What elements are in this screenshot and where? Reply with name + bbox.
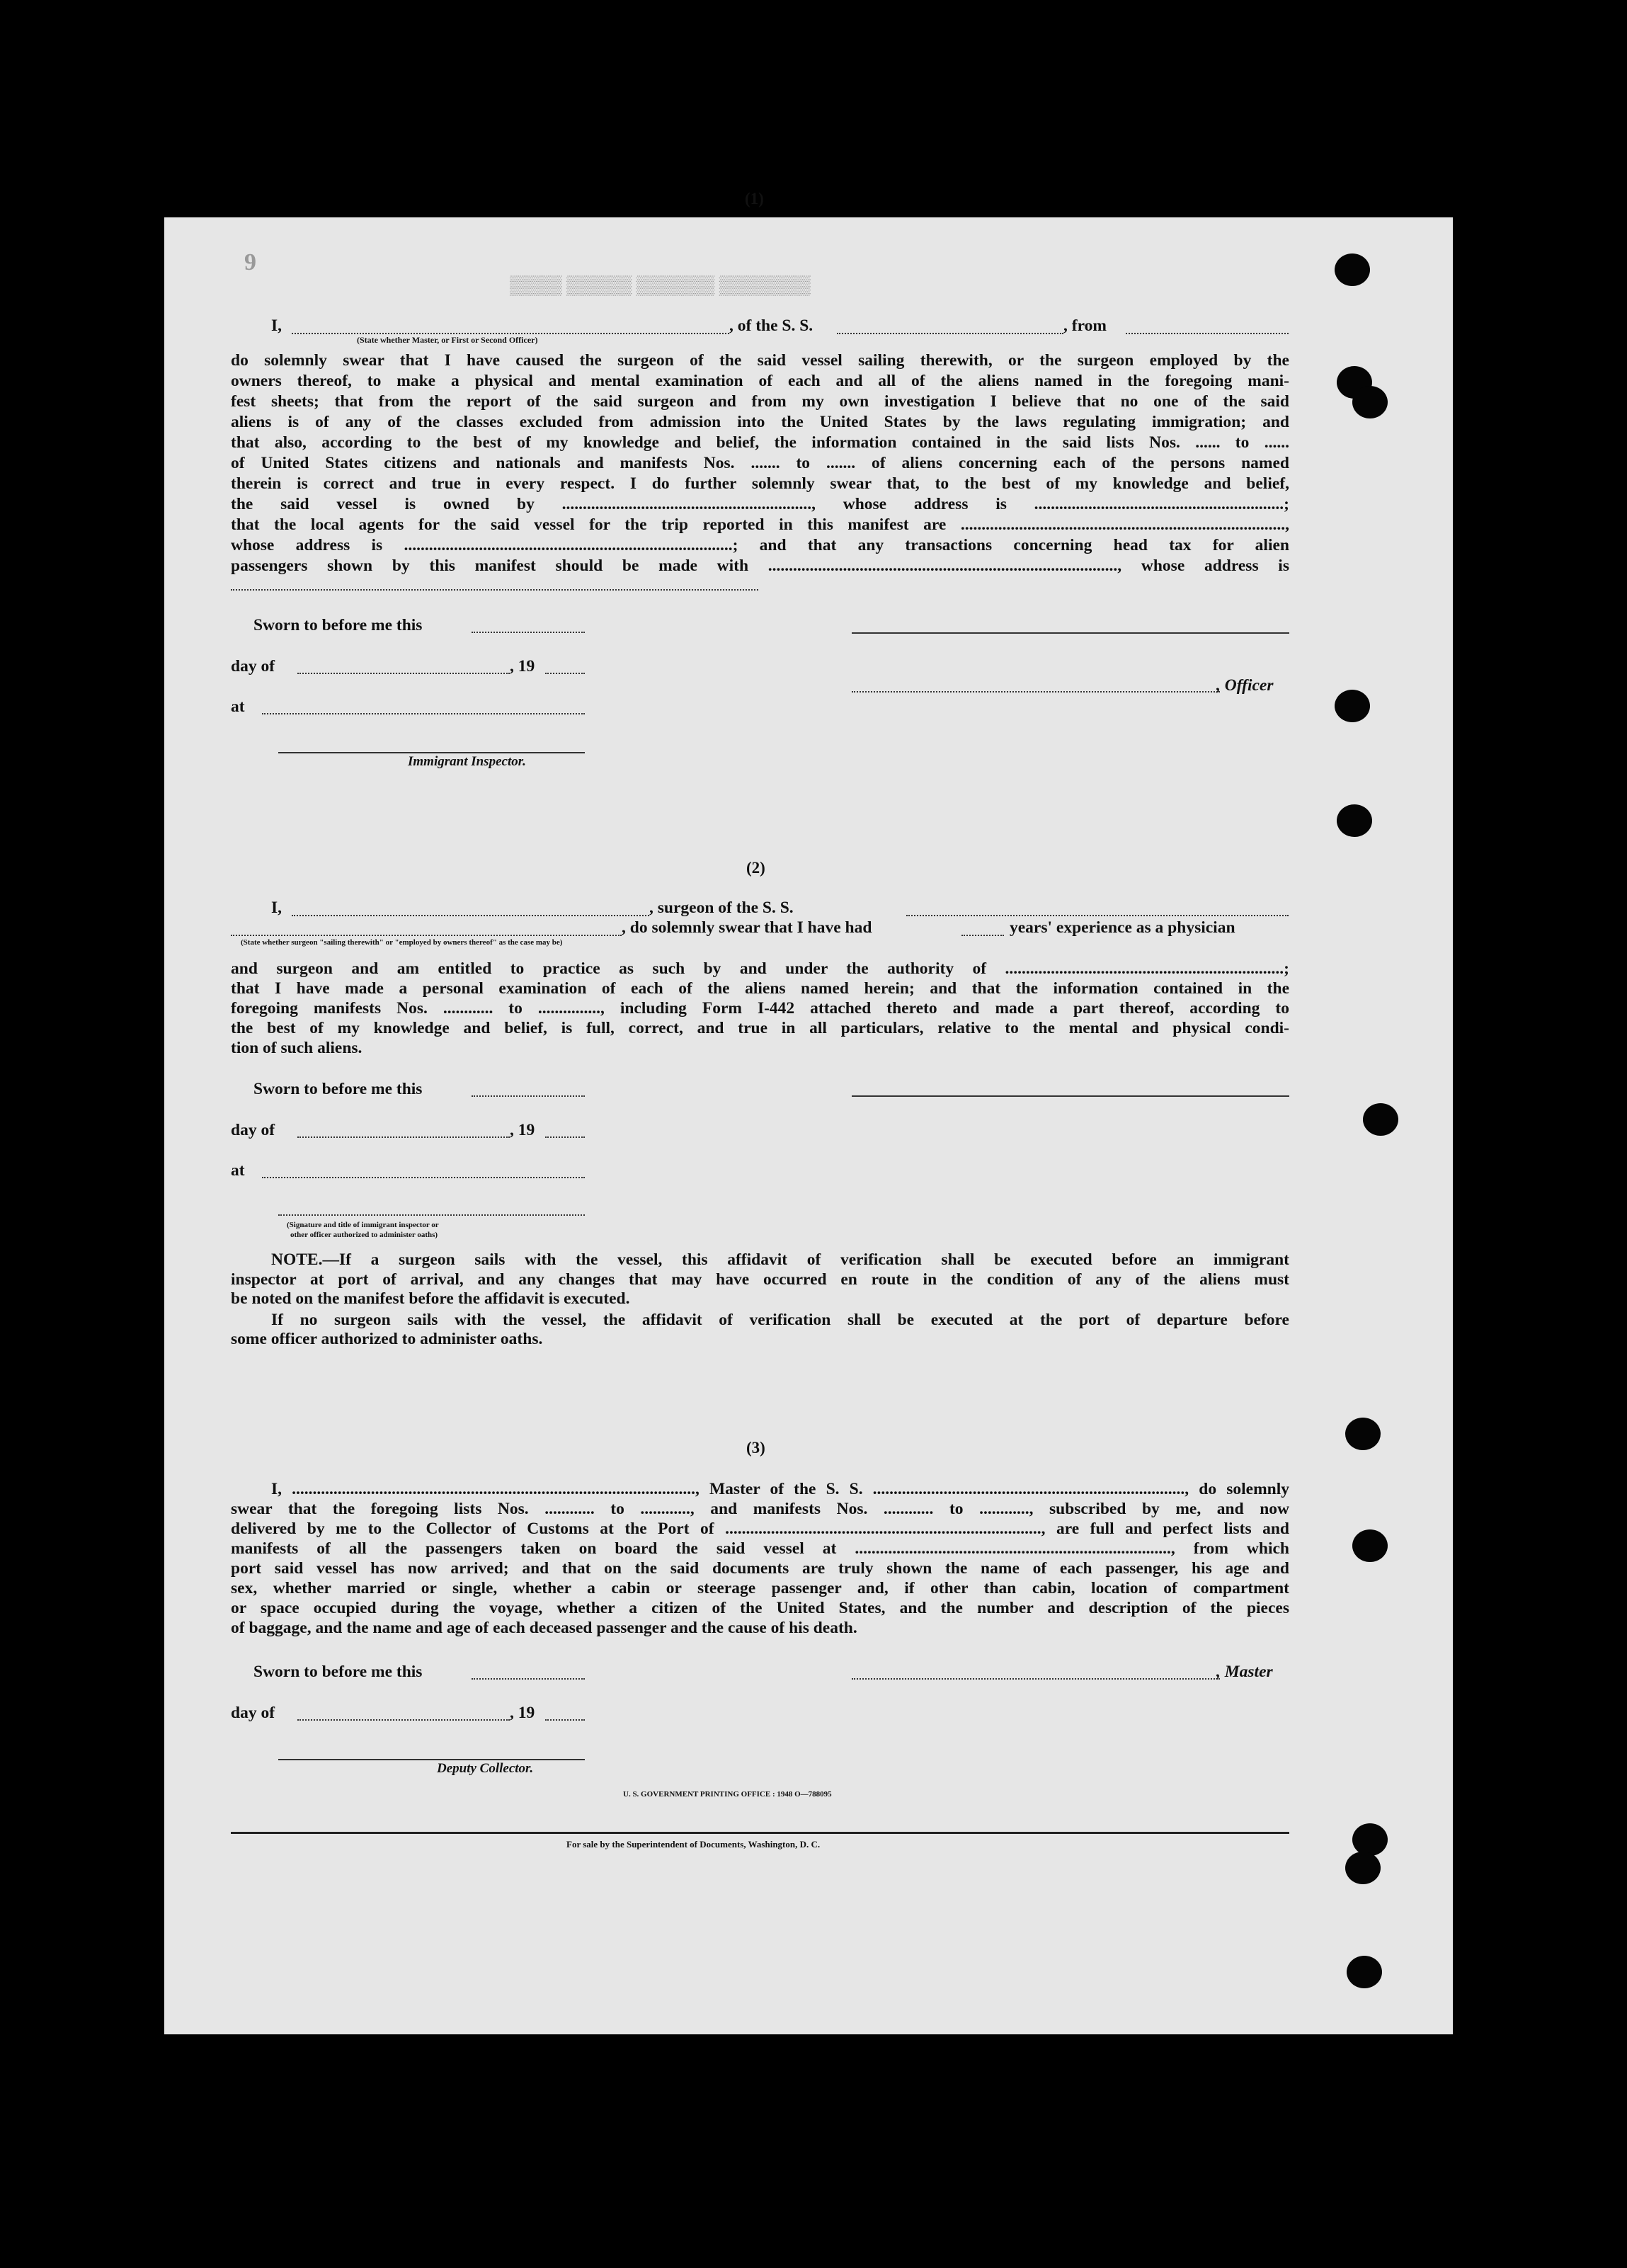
s1-inspector-label: Immigrant Inspector. <box>408 754 526 769</box>
s2-surgeon-signature-line[interactable] <box>852 1095 1289 1097</box>
s2-note-line: If no surgeon sails with the vessel, the affidavit of verification shall be executed at the port of departure before <box>271 1311 1289 1329</box>
sale-notice: For sale by the Superintendent of Documents, Washington, D. C. <box>566 1839 821 1850</box>
punch-hole <box>1352 1823 1388 1856</box>
punch-hole <box>1337 804 1372 837</box>
s2-para-line: that I have made a personal examination of each of the aliens named herein; and that the information contained in the <box>231 979 1289 998</box>
s1-sworn-label: Sworn to before me this <box>253 616 423 634</box>
s1-at-label: at <box>231 697 245 716</box>
s2-surgeon-label: , surgeon of the S. S. <box>649 899 794 917</box>
s2-note-line: inspector at port of arrival, and any changes that may have occurred en route in the condition of any of the aliens must <box>231 1270 1289 1289</box>
s2-note-line: NOTE.—If a surgeon sails with the vessel, this affidavit of verification shall be executed before an immigrant <box>271 1250 1289 1269</box>
faint-stamp-mark: 9 <box>244 249 256 275</box>
s2-note-line: be noted on the manifest before the affidavit is executed. <box>231 1289 630 1308</box>
s2-inspector-signature-line[interactable] <box>278 1214 585 1216</box>
s2-para-line: the best of my knowledge and belief, is full, correct, and true in all particulars, relative to the mental and physical condi- <box>231 1019 1289 1037</box>
s2-para-line: tion of such aliens. <box>231 1039 362 1057</box>
s1-para-line: do solemnly swear that I have caused the surgeon of the said vessel sailing therewith, or the surgeon employed by the <box>231 351 1289 370</box>
s3-para-line: swear that the foregoing lists Nos. ............ to ............, and manifests Nos. ............ to ............, subscribed by me, and now <box>231 1500 1289 1518</box>
s2-signature-caption: (Signature and title of immigrant inspector or <box>287 1221 439 1229</box>
s1-day-label: day of <box>231 657 275 676</box>
s1-address-field[interactable] <box>231 589 758 591</box>
punch-hole <box>1345 1852 1381 1884</box>
s1-officer-title-field[interactable] <box>852 691 1220 693</box>
s2-signature-caption: other officer authorized to administer oaths) <box>290 1231 438 1239</box>
s1-day-field[interactable] <box>297 673 510 674</box>
s1-para-line: aliens is of any of the classes excluded from admission into the United States by the laws regulating immigration; and <box>231 413 1289 431</box>
s3-collector-label: Deputy Collector. <box>437 1761 534 1776</box>
s3-master-label: , Master <box>1216 1663 1273 1681</box>
s2-status-field[interactable] <box>231 935 622 936</box>
s2-swear-label: , do solemnly swear that I have had <box>622 918 872 937</box>
s3-para-line: or space occupied during the voyage, whether a citizen of the United States, and the number and description of the pieces <box>231 1599 1289 1617</box>
s1-from-label: , from <box>1063 317 1107 335</box>
s2-year-field[interactable] <box>545 1136 585 1138</box>
s3-year-field[interactable] <box>545 1719 585 1721</box>
s2-year-label: , 19 <box>510 1121 535 1139</box>
s1-para-line: fest sheets; that from the report of the said surgeon and from my own investigation I believe that no one of the said <box>231 392 1289 411</box>
s1-para-line: passengers shown by this manifest should be made with ...................................................................................., whose address is <box>231 557 1289 575</box>
punch-hole <box>1363 1103 1398 1136</box>
faint-stamp-mark: ▒▒▒▒ ▒▒▒▒▒ ▒▒▒▒▒▒ ▒▒▒▒▒▒▒ <box>510 275 811 295</box>
s1-sworn-date-field[interactable] <box>472 632 585 633</box>
s2-sworn-date-field[interactable] <box>472 1095 585 1097</box>
s2-years-field[interactable] <box>961 935 1004 936</box>
s3-para-line: delivered by me to the Collector of Customs at the Port of ............................................................................, are full and perfect lists and <box>231 1520 1289 1538</box>
s2-note-line: some officer authorized to administer oaths. <box>231 1330 543 1348</box>
s2-caption: (State whether surgeon "sailing therewith" or "employed by owners thereof" as the case may be) <box>241 938 563 947</box>
s2-sworn-label: Sworn to before me this <box>253 1080 423 1098</box>
punch-hole <box>1345 1418 1381 1450</box>
s1-caption: (State whether Master, or First or Second Officer) <box>357 335 538 345</box>
s3-day-field[interactable] <box>297 1719 510 1721</box>
s1-ship-label: , of the S. S. <box>729 317 814 335</box>
s1-at-field[interactable] <box>262 713 585 714</box>
s1-officer-label: , Officer <box>1216 676 1274 695</box>
s3-para-line: port said vessel has now arrived; and that on the said documents are truly shown the name of each passenger, his age and <box>231 1559 1289 1578</box>
s2-surgeon-name-field[interactable] <box>292 915 649 916</box>
section-3-number: (3) <box>746 1439 765 1457</box>
s1-para-line: owners thereof, to make a physical and mental examination of each and all of the aliens named in the foregoing mani- <box>231 372 1289 390</box>
section-2-number: (2) <box>746 859 765 877</box>
s3-master-signature-line[interactable] <box>852 1678 1220 1680</box>
gpo-imprint: U. S. GOVERNMENT PRINTING OFFICE : 1948 O—788095 <box>623 1790 832 1799</box>
s1-ship-field[interactable] <box>837 333 1063 334</box>
s3-year-label: , 19 <box>510 1704 535 1722</box>
s3-day-label: day of <box>231 1704 275 1722</box>
s2-para-line: foregoing manifests Nos. ............ to ..............., including Form I-442 attached thereto and made a part thereof, according to <box>231 999 1289 1018</box>
s2-day-field[interactable] <box>297 1136 510 1138</box>
s1-officer-signature-line[interactable] <box>852 632 1289 634</box>
s1-year-label: , 19 <box>510 657 535 676</box>
s1-i-label: I, <box>271 317 282 335</box>
s1-para-line: that also, according to the best of my knowledge and belief, the information contained in the said lists Nos. ...... to ...... <box>231 433 1289 452</box>
punch-hole <box>1335 253 1370 286</box>
s1-para-line: whose address is ...............................................................................; and that any transactions concerning head tax for alien <box>231 536 1289 554</box>
s1-from-field[interactable] <box>1126 333 1289 334</box>
s2-at-field[interactable] <box>262 1177 585 1178</box>
s1-para-line: of United States citizens and nationals and manifests Nos. ....... to ....... of aliens concerning each of the persons named <box>231 454 1289 472</box>
s3-sworn-date-field[interactable] <box>472 1678 585 1680</box>
s2-para-line: and surgeon and am entitled to practice as such by and under the authority of ...................................................................; <box>231 959 1289 978</box>
s1-inspector-signature-line[interactable] <box>278 752 585 753</box>
s2-at-label: at <box>231 1161 245 1180</box>
s3-collector-signature-line[interactable] <box>278 1759 585 1760</box>
s2-ship-field[interactable] <box>906 915 1289 916</box>
s3-para-line: sex, whether married or single, whether a cabin or steerage passenger and, if other than cabin, location of compartment <box>231 1579 1289 1597</box>
s1-para-line: therein is correct and true in every respect. I do further solemnly swear that, to the best of my knowledge and belief, <box>231 474 1289 493</box>
punch-hole <box>1352 386 1388 418</box>
s3-para-line: manifests of all the passengers taken on board the said vessel at ............................................................................, from which <box>231 1539 1289 1558</box>
punch-hole <box>1352 1529 1388 1562</box>
footer-rule <box>231 1832 1289 1834</box>
punch-hole <box>1335 690 1370 722</box>
s3-para-line: I, ................................................................................................., Master of the S. S. ..........................................................................., do solemnly <box>271 1480 1289 1498</box>
s2-day-label: day of <box>231 1121 275 1139</box>
s2-i-label: I, <box>271 899 282 917</box>
s3-sworn-label: Sworn to before me this <box>253 1663 423 1681</box>
s1-officer-name-field[interactable] <box>292 333 729 334</box>
s2-years-label: years' experience as a physician <box>1010 918 1235 937</box>
section-1-number: (1) <box>745 190 764 207</box>
s1-year-field[interactable] <box>545 673 585 674</box>
s3-para-line: of baggage, and the name and age of each deceased passenger and the cause of his death. <box>231 1619 857 1637</box>
punch-hole <box>1347 1956 1382 1988</box>
s1-para-line: the said vessel is owned by ............................................................, whose address is ............................................................; <box>231 495 1289 513</box>
s1-para-line: that the local agents for the said vessel for the trip reported in this manifest are .............................................................................., <box>231 515 1289 534</box>
